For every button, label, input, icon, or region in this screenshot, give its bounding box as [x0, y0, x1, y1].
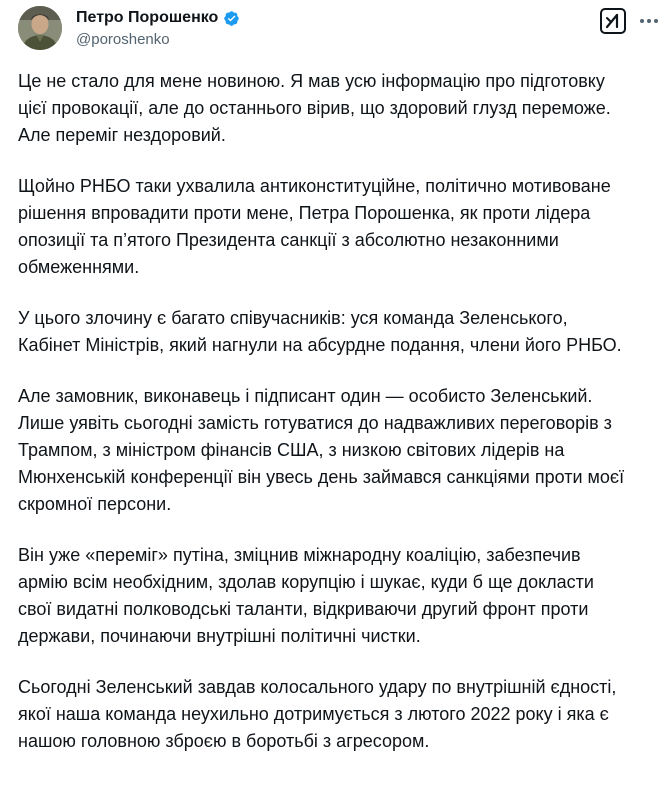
post-paragraph — [18, 674, 668, 755]
post-text-line: армію всім необхідним, здолав корупцію і шукає, куди б ще докласти — [18, 572, 594, 592]
post-text-line: Це не стало для мене новиною. Я мав усю інформацію про підготовку — [18, 71, 605, 91]
post-text-line: Але замовник, виконавець і підписант один — особисто Зеленський. — [18, 386, 593, 406]
post-paragraph — [18, 305, 668, 359]
post-paragraph — [18, 68, 668, 149]
avatar[interactable] — [18, 6, 62, 50]
author-info — [76, 8, 240, 48]
post-paragraph — [18, 383, 668, 518]
post-text-line: нашою головною зброєю в боротьбі з агресором. — [18, 731, 430, 751]
post-text — [18, 68, 668, 779]
post-text-line: Він уже «переміг» путіна, зміцнив міжнародну коаліцію, забезпечив — [18, 545, 581, 565]
grok-button[interactable] — [600, 8, 626, 34]
post-text-line: якої наша команда неухильно дотримується з лютого 2022 року і яка є — [18, 704, 609, 724]
post-text-line: Кабінет Міністрів, який нагнули на абсурдне подання, члени його РНБО. — [18, 335, 622, 355]
post-text-line: Мюнхенській конференції він увесь день займався санкціями проти моєї — [18, 467, 625, 487]
author-handle[interactable]: @poroshenko — [76, 31, 170, 48]
post-text-line: цієї провокації, але до останнього вірив, що здоровий глузд переможе. — [18, 98, 611, 118]
post-text-line: Щойно РНБО таки ухвалила антиконституційне, політично мотивоване — [18, 176, 611, 196]
post-text-line: Трампом, з міністром фінансів США, з низкою світових лідерів на — [18, 440, 565, 460]
grok-icon — [602, 10, 624, 32]
post-text-line: держави, починаючи внутрішні політичні чистки. — [18, 626, 421, 646]
post-text-line: скромної персони. — [18, 494, 172, 514]
post-text-line: Сьогодні Зеленський завдав колосального удару по внутрішній єдності, — [18, 677, 617, 697]
author-display-name[interactable]: Петро Порошенко — [76, 9, 219, 26]
more-horizontal-icon — [636, 10, 662, 32]
verified-badge-icon — [223, 10, 240, 27]
post-text-line: обмеженнями. — [18, 257, 140, 277]
post-text-line: У цього злочину є багато співучасників: уся команда Зеленського, — [18, 308, 568, 328]
avatar-image — [18, 6, 62, 50]
author-name-row — [76, 8, 240, 28]
post-text-line: Лише уявіть сьогодні замість готуватися до надважливих переговорів з — [18, 413, 612, 433]
post-paragraph — [18, 173, 668, 281]
post-text-line: Але переміг нездоровий. — [18, 125, 226, 145]
post-header — [18, 6, 662, 56]
more-options-button[interactable] — [636, 10, 662, 32]
post-text-line: рішення впровадити проти мене, Петра Порошенка, як проти лідера — [18, 203, 591, 223]
post-text-line: свої видатні полководські таланти, відкриваючи другий фронт проти — [18, 599, 589, 619]
post-paragraph — [18, 542, 668, 650]
post-text-line: опозиції та п’ятого Президента санкції з абсолютно незаконними — [18, 230, 559, 250]
